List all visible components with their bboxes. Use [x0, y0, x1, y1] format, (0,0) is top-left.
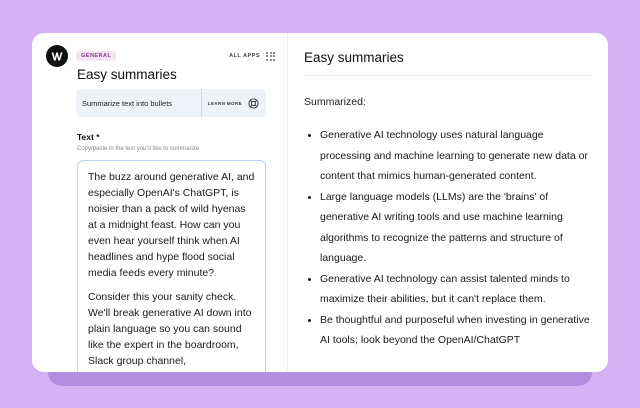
- bullet-icon: [308, 319, 311, 322]
- input-paragraph: Consider this your sanity check. We'll break generative AI down into plain language so you can sound like the expert in the boardroom, Slack group channel,: [88, 291, 252, 367]
- learn-more-button[interactable]: [201, 89, 266, 117]
- lifebuoy-icon: [248, 98, 259, 109]
- grid-icon: [266, 52, 275, 61]
- learn-more-label: LEARN MORE: [207, 100, 242, 106]
- bullet-text: Generative AI technology can assist talented minds to maximize their abilities, but it can't replace them.: [320, 272, 570, 305]
- app-card: [32, 33, 608, 372]
- app-title: Easy summaries: [77, 67, 177, 82]
- bullet-text: Large language models (LLMs) are the 'brains' of generative AI writing tools and use machine learning algorithms to recognize the patterns and structure of language.: [320, 190, 563, 264]
- list-item: [308, 269, 590, 310]
- bullet-icon: [308, 134, 311, 137]
- panel-header: [76, 51, 275, 61]
- bullet-text: Be thoughtful and purposeful when investing in generative AI tools; look beyond the OpenAI/ChatGPT: [320, 313, 590, 346]
- writer-logo-icon[interactable]: [46, 45, 68, 67]
- bullet-icon: [308, 278, 311, 281]
- output-panel: [288, 33, 608, 372]
- list-item: [308, 310, 590, 351]
- divider: [304, 75, 592, 76]
- prompt-text: Summarize text into bullets: [82, 98, 173, 108]
- category-badge: GENERAL: [76, 51, 116, 61]
- summary-list: [308, 125, 590, 351]
- list-item: [308, 187, 590, 269]
- all-apps-button[interactable]: [229, 52, 275, 61]
- input-panel: [32, 33, 288, 372]
- list-item: [308, 125, 590, 187]
- input-paragraph: The buzz around generative AI, and especially OpenAI's ChatGPT, is noisier than a pack of wild hyenas at a midnight feast. How can you even hear yourself think when AI headlines and hype flood social media feeds every minute?: [88, 171, 255, 279]
- text-field-help: Copy/paste in the text you'd like to summarize: [77, 146, 200, 152]
- prompt-box: [76, 89, 266, 117]
- text-field-label: Text *: [77, 132, 100, 142]
- bullet-icon: [308, 196, 311, 199]
- bullet-text: Generative AI technology uses natural language processing and machine learning to generate new data or content that mimics human-generated content.: [320, 129, 588, 182]
- summarized-label: Summarized:: [304, 96, 366, 108]
- output-title: Easy summaries: [304, 50, 404, 65]
- all-apps-label: ALL APPS: [229, 53, 260, 59]
- text-input-area[interactable]: [77, 160, 266, 372]
